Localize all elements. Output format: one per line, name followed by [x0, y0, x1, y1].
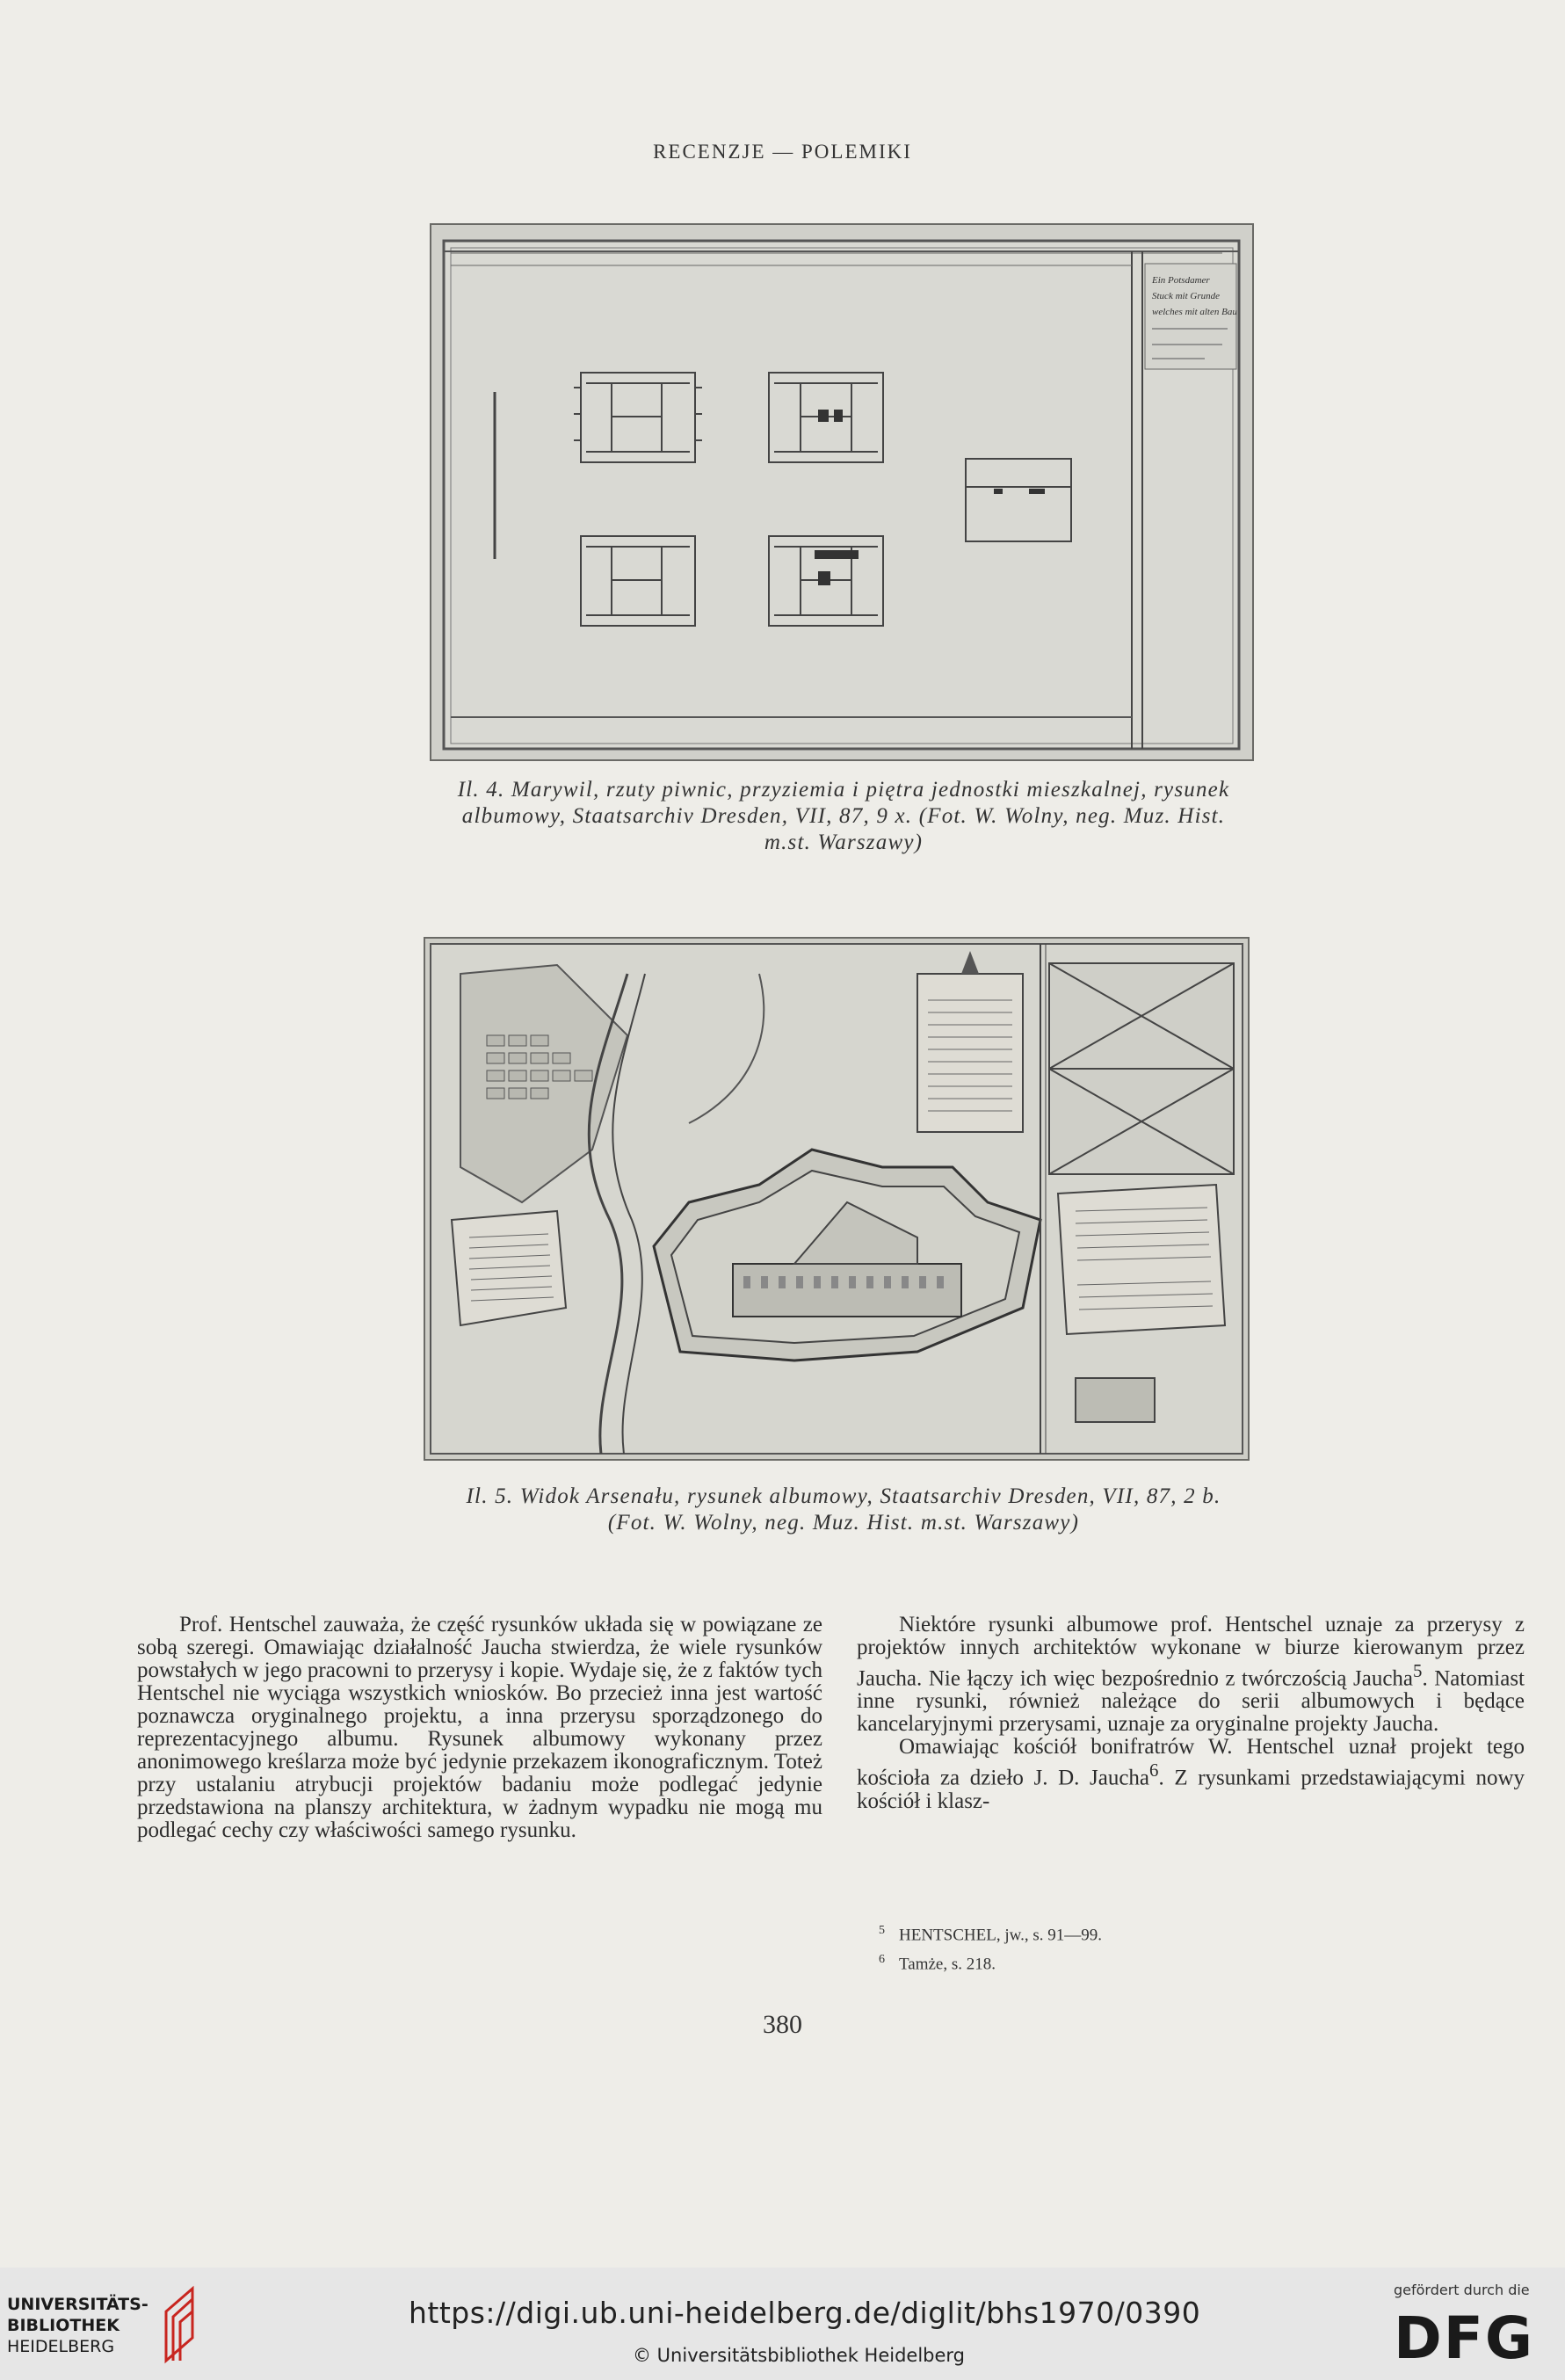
paragraph-text: Omawiając kościół bonifratrów W. Hentschel uznał projekt tego kościoła za dzieło J. D. Jaucha	[857, 1735, 1525, 1790]
figure-4-caption	[347, 777, 1340, 856]
right-paragraph-1	[857, 1614, 1525, 1736]
left-column	[137, 1614, 822, 1842]
figure-4-floor-plans	[430, 223, 1254, 761]
figure-5-caption	[347, 1484, 1340, 1536]
arsenal-drawing	[425, 939, 1248, 1459]
library-line: UNIVERSITÄTS-	[7, 2295, 149, 2314]
page-number: 380	[763, 2010, 802, 2039]
paragraph-text: . Natomiast inne rysunki, również należące do serii albumowych i będące kancelaryjnymi przerysami, uznaje za oryginalne projekty Jaucha.	[857, 1666, 1525, 1737]
footnote	[879, 1948, 1511, 1977]
paragraph-text: Niektóre rysunki albumowe prof. Hentschel uznaje za przerysy z projektów innych architektów wykonane w biurze kierowanym przez Jaucha. Nie łączy ich więc bezpośrednio z twórczością Jaucha	[857, 1613, 1525, 1691]
footnote-text: HENTSCHEL, jw., s. 91—99.	[899, 1926, 1102, 1945]
library-line: HEIDELBERG	[7, 2337, 115, 2356]
inscription-line-1: Ein Potsdamer	[1152, 275, 1210, 286]
footnote-text: Tamże, s. 218.	[899, 1955, 996, 1974]
running-head: RECENZJE — POLEMIKI	[653, 141, 912, 163]
caption-line: (Fot. W. Wolny, neg. Muz. Hist. m.st. Warszawy)	[607, 1511, 1080, 1535]
dfg-logo: DFG	[1394, 2304, 1535, 2372]
footnote-ref: 6	[1149, 1760, 1159, 1781]
digitization-footer	[0, 2268, 1565, 2380]
footnote-number: 5	[879, 1924, 885, 1937]
caption-line: albumowy, Staatsarchiv Dresden, VII, 87, 9 x. (Fot. W. Wolny, neg. Muz. Hist.	[461, 804, 1226, 828]
left-paragraph: Prof. Hentschel zauważa, że część rysunków układa się w powiązane ze sobą szeregi. Omawiając działalność Jaucha stwierdza, że wiele rysunków powstałych w jego pracowni to przerysy i kopie. Wydaje się, że z faktów tych Hentschel nie wyciąga wszystkich wniosków. Bo przecież inna jest wartość poznawcza oryginalnego projektu, a inna przerysu sporządzonego do reprezentacyjnego albumu. Rysunek albumowy wykonany przez anonimowego kreślarza może być jedynie przekazem ikonograficznym. Toteż przy ustalaniu atrybucji projektów badaniu może podlegać jedynie przedstawiona na planszy architektura, w żadnym wypadku nie mogą mu podlegać cechy czy właściwości samego rysunku.	[137, 1613, 822, 1842]
footnote-number: 6	[879, 1953, 885, 1967]
caption-line: Il. 5. Widok Arsenału, rysunek albumowy, Staatsarchiv Dresden, VII, 87, 2 b.	[466, 1484, 1221, 1508]
paragraph-text: . Z rysunkami przedstawiającymi nowy kościół i klasz-	[857, 1766, 1525, 1813]
caption-line: Il. 4. Marywil, rzuty piwnic, przyziemia i piętra jednostki mieszkalnej, rysunek	[457, 778, 1230, 802]
library-logo-icon	[163, 2285, 198, 2364]
caption-line: m.st. Warszawy)	[764, 831, 924, 854]
footnote-ref: 5	[1413, 1660, 1423, 1681]
funding-note: gefördert durch die	[1394, 2282, 1530, 2298]
right-paragraph-2	[857, 1736, 1525, 1812]
library-line: BIBLIOTHEK	[7, 2316, 120, 2335]
inscription-line-2: Stuck mit Grunde	[1152, 291, 1220, 301]
footnotes	[879, 1919, 1511, 1977]
permalink-url[interactable]: https://digi.ub.uni-heidelberg.de/diglit/bhs1970/0390	[409, 2296, 1201, 2330]
figure-5-arsenal-view	[424, 937, 1250, 1461]
inscription-line-3: welches mit alten Bau	[1152, 307, 1237, 317]
footnote	[879, 1919, 1511, 1948]
right-column	[857, 1614, 1525, 1813]
floor-plan-drawing	[431, 225, 1252, 759]
copyright-notice: © Universitätsbibliothek Heidelberg	[633, 2345, 966, 2366]
library-logo-text	[7, 2294, 149, 2357]
